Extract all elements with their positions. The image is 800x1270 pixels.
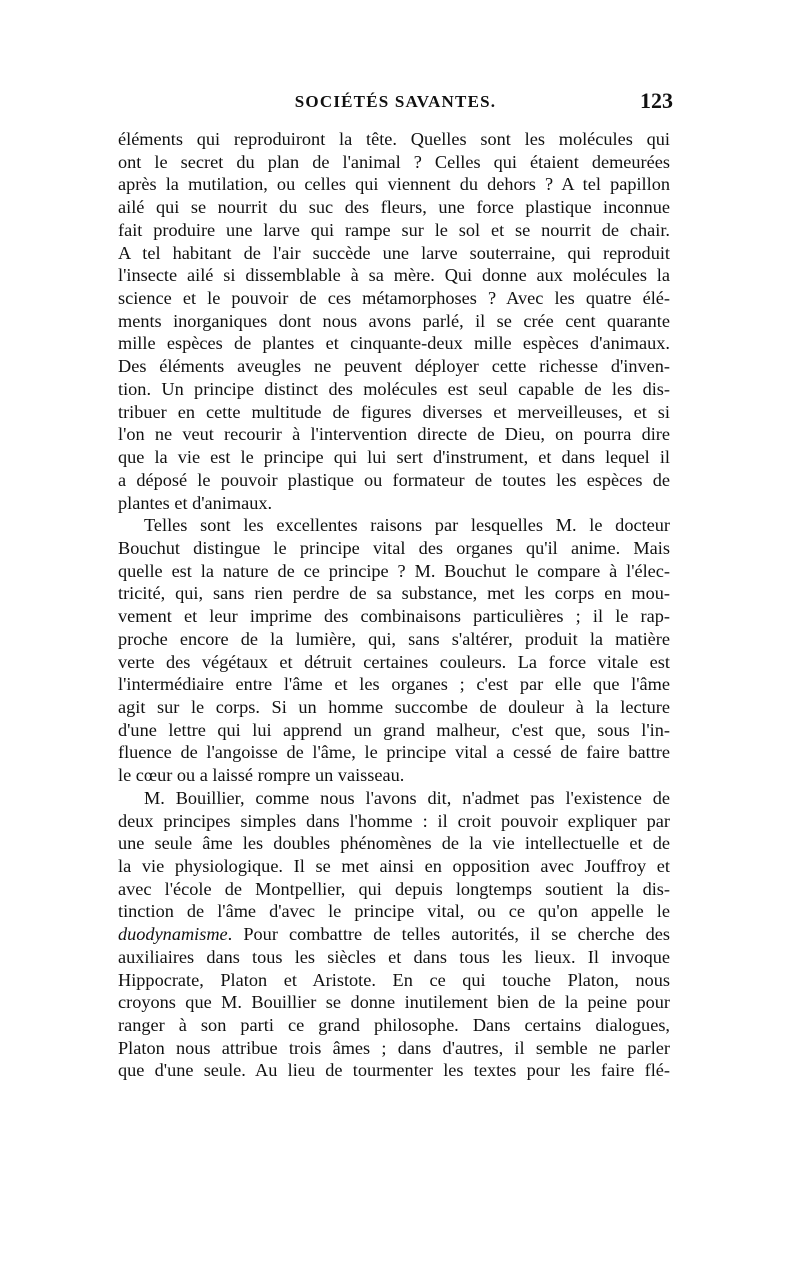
text-line: tinction de l'âme d'avec le principe vital, ou ce qu'on appelle le xyxy=(118,901,670,922)
text-line: ont le secret du plan de l'animal ? Celles qui étaient demeurées xyxy=(118,151,670,172)
text-line: Hippocrate, Platon et Aristote. En ce qui touche Platon, nous xyxy=(118,969,670,990)
text-line: après la mutilation, ou celles qui viennent du dehors ? A tel papillon xyxy=(118,174,670,195)
text-line: deux principes simples dans l'homme : il croit pouvoir expliquer par xyxy=(118,810,670,831)
text-line: l'intermédiaire entre l'âme et les organes ; c'est par elle que l'âme xyxy=(118,674,670,695)
text-line: Telles sont les excellentes raisons par lesquelles M. le docteur xyxy=(144,515,670,536)
text-line: tribuer en cette multitude de figures diverses et merveilleuses, et si xyxy=(118,401,670,422)
text-line: d'une lettre qui lui apprend un grand malheur, c'est que, sous l'in- xyxy=(118,719,670,740)
text-line: l'on ne veut recourir à l'intervention directe de Dieu, on pourra dire xyxy=(118,424,670,445)
text-line: vement et leur imprime des combinaisons particulières ; il le rap- xyxy=(118,606,670,627)
text-line-with-italic xyxy=(118,923,670,946)
text-line: Platon nous attribue trois âmes ; dans d'autres, il semble ne parler xyxy=(118,1037,670,1058)
text-line: Bouchut distingue le principe vital des organes qu'il anime. Mais xyxy=(118,537,670,558)
text-line: fait produire une larve qui rampe sur le sol et se nourrit de chair. xyxy=(118,219,670,240)
text-line: ranger à son parti ce grand philosophe. Dans certains dialogues, xyxy=(118,1015,670,1036)
text-line: éléments qui reproduiront la tête. Quelles sont les molécules qui xyxy=(118,129,670,149)
text-line: science et le pouvoir de ces métamorphoses ? Avec les quatre élé- xyxy=(118,288,670,309)
text-line: auxiliaires dans tous les siècles et dans tous les lieux. Il invoque xyxy=(118,946,670,967)
text-line: une seule âme les doubles phénomènes de la vie intellectuelle et de xyxy=(118,833,670,854)
text-line: proche encore de la lumière, qui, sans s'altérer, produit la matière xyxy=(118,628,670,649)
text-line: Des éléments aveugles ne peuvent déployer cette richesse d'inven- xyxy=(118,356,670,377)
text-line: a déposé le pouvoir plastique ou formateur de toutes les espèces de xyxy=(118,469,670,490)
text-line: ailé qui se nourrit du suc des fleurs, une force plastique inconnue xyxy=(118,197,670,218)
text-line: agit sur le corps. Si un homme succombe de douleur à la lecture xyxy=(118,696,670,717)
text-line: plantes et d'animaux. xyxy=(118,492,273,513)
text-line: tricité, qui, sans rien perdre de sa substance, met les corps en mou- xyxy=(118,583,670,604)
text-line: tion. Un principe distinct des molécules est seul capable de les dis- xyxy=(118,378,670,399)
text-line: A tel habitant de l'air succède une larve souterraine, qui reproduit xyxy=(118,242,670,263)
italic-term: duodynamisme xyxy=(118,924,228,945)
text-line: que d'une seule. Au lieu de tourmenter les textes pour les faire flé- xyxy=(118,1060,670,1081)
page-number: 123 xyxy=(640,88,673,113)
text-line: fluence de l'angoisse de l'âme, le principe vital a cessé de faire battre xyxy=(118,742,670,763)
text-line: avec l'école de Montpellier, qui depuis longtemps soutient la dis- xyxy=(118,878,670,899)
text-line: mille espèces de plantes et cinquante-deux mille espèces d'animaux. xyxy=(118,333,670,354)
running-header xyxy=(118,88,673,116)
text-line: que la vie est le principe qui lui sert d'instrument, et dans lequel il xyxy=(118,447,670,468)
text-segment: . Pour combattre de telles autorités, il se cherche des xyxy=(227,924,670,945)
text-line: quelle est la nature de ce principe ? M. Bouchut le compare à l'élec- xyxy=(118,560,670,581)
text-line: l'insecte ailé si dissemblable à sa mère. Qui donne aux molécules la xyxy=(118,265,670,286)
body-text xyxy=(118,128,670,1082)
text-line: ments inorganiques dont nous avons parlé, il se crée cent quarante xyxy=(118,310,670,331)
text-line: le cœur ou a laissé rompre un vaisseau. xyxy=(118,765,405,786)
paragraph-3 xyxy=(118,787,670,1082)
paragraph-1 xyxy=(118,128,670,514)
text-line: croyons que M. Bouillier se donne inutilement bien de la peine pour xyxy=(118,992,670,1013)
text-line: M. Bouillier, comme nous l'avons dit, n'admet pas l'existence de xyxy=(144,787,670,808)
running-title: SOCIÉTÉS SAVANTES. xyxy=(294,92,497,111)
paragraph-2 xyxy=(118,514,670,787)
text-line: verte des végétaux et détruit certaines couleurs. La force vitale est xyxy=(118,651,670,672)
text-line: la vie physiologique. Il se met ainsi en opposition avec Jouffroy et xyxy=(118,856,670,876)
